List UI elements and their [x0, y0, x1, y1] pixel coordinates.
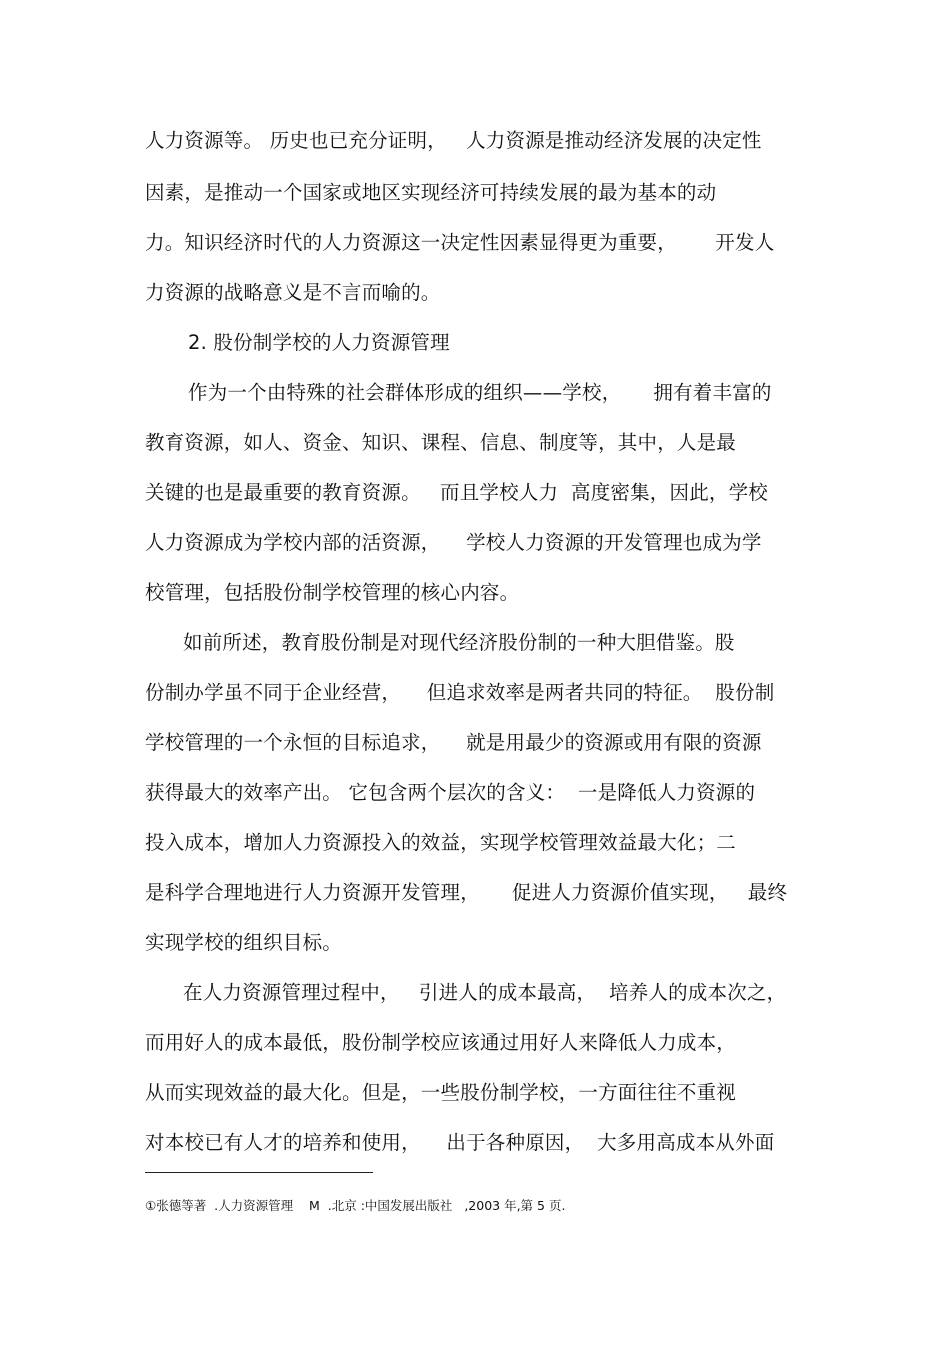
text-line: 实现学校的组织目标。 [145, 931, 343, 954]
text-line: 从而实现效益的最大化。但是，一些股份制学校，一方面往往不重视 [145, 1081, 737, 1104]
text-line: 学校管理的一个永恒的目标追求， 就是用最少的资源或用有限的资源 [145, 731, 762, 754]
section-heading: 2. 股份制学校的人力资源管理 [188, 331, 450, 354]
footnote-divider [145, 1172, 373, 1173]
text-line: 份制办学虽不同于企业经营， 但追求效率是两者共同的特征。 股份制 [145, 681, 775, 704]
text-line: 对本校已有人才的培养和使用， 出于各种原因， 大多用高成本从外面 [145, 1131, 775, 1154]
text-line: 获得最大的效率产出。 它包含两个层次的含义： 一是降低人力资源的 [145, 781, 756, 804]
text-line: 关键的也是最重要的教育资源。 而且学校人力 高度密集，因此，学校 [145, 481, 768, 504]
text-line: 作为一个由特殊的社会群体形成的组织——学校， 拥有着丰富的 [188, 381, 772, 404]
text-line: 教育资源，如人、资金、知识、课程、信息、制度等，其中，人是最 [145, 431, 737, 454]
text-line: 力资源的战略意义是不言而喻的。 [145, 281, 441, 304]
footnote: ①张德等著 .人力资源管理 M .北京 :中国发展出版社 ,2003 年,第 5 页. [145, 1198, 566, 1213]
text-line: 力。知识经济时代的人力资源这一决定性因素显得更为重要， 开发人 [145, 231, 775, 254]
text-line: 因素，是推动一个国家或地区实现经济可持续发展的最为基本的动 [145, 181, 717, 204]
text-line: 校管理，包括股份制学校管理的核心内容。 [145, 581, 520, 604]
text-line: 是科学合理地进行人力资源开发管理， 促进人力资源价值实现， 最终 [145, 881, 788, 904]
text-line: 投入成本，增加人力资源投入的效益，实现学校管理效益最大化；二 [145, 831, 737, 854]
text-line: 人力资源成为学校内部的活资源， 学校人力资源的开发管理也成为学 [145, 531, 762, 554]
text-line: 在人力资源管理过程中， 引进人的成本最高， 培养人的成本次之， [183, 981, 787, 1004]
text-line: 如前所述，教育股份制是对现代经济股份制的一种大胆借鉴。股 [183, 631, 735, 654]
text-line: 人力资源等。 历史也已充分证明， 人力资源是推动经济发展的决定性 [145, 129, 762, 152]
text-line: 而用好人的成本最低，股份制学校应该通过用好人来降低人力成本， [145, 1031, 737, 1054]
